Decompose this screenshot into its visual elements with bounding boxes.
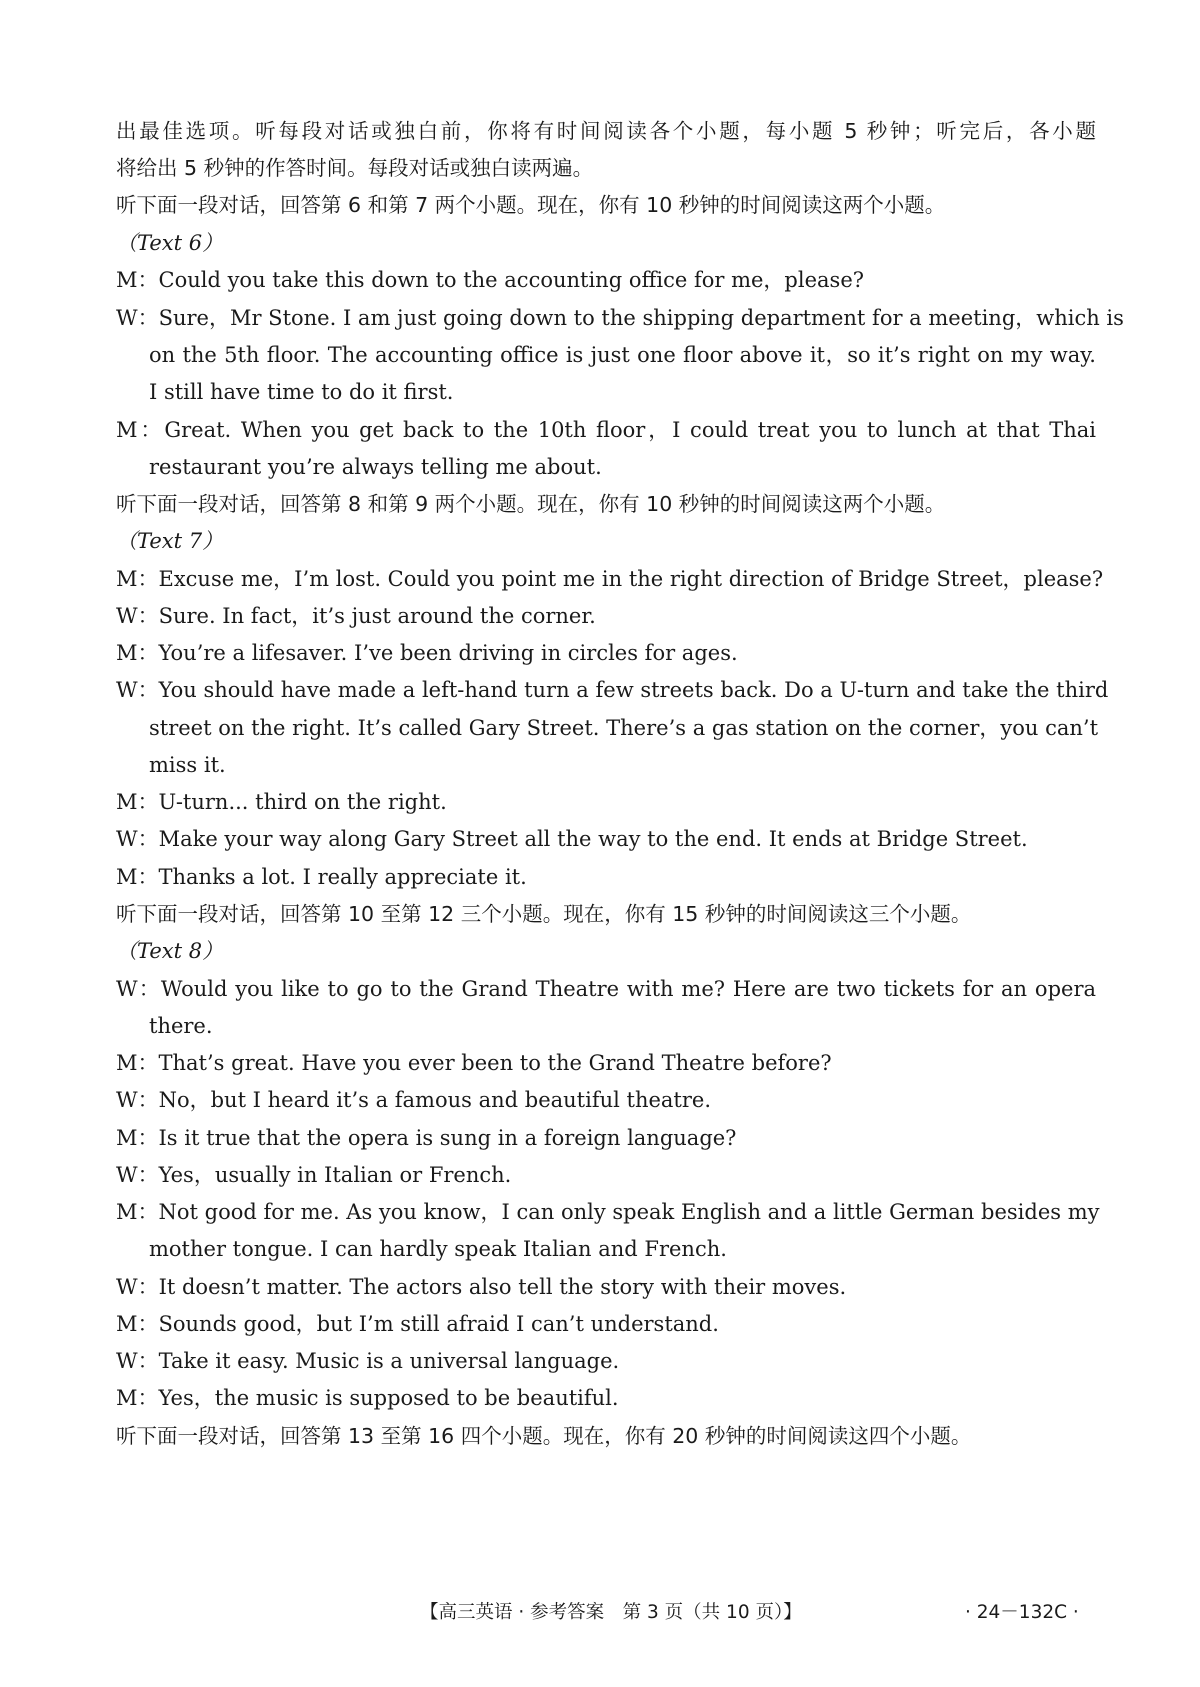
page-footer-label: 【高三英语 · 参考答案 第 3 页（共 10 页）】 — [420, 1602, 802, 1623]
instruction-line: 将给出 5 秒钟的作答时间。每段对话或独白读两遍。 — [116, 156, 594, 180]
dialogue-line: W：No，but I heard it’s a famous and beautiful theatre. — [116, 1088, 712, 1112]
page-footer-code: · 24－132C · — [965, 1602, 1079, 1623]
dialogue-line: W：Yes，usually in Italian or French. — [116, 1163, 512, 1187]
dialogue-line: restaurant you’re always telling me about. — [149, 455, 602, 479]
dialogue-line: there. — [149, 1014, 213, 1038]
dialogue-line: M：Not good for me. As you know，I can only speak English and a little German besides my — [116, 1200, 1100, 1224]
dialogue-line: M：U-turn... third on the right. — [116, 790, 447, 814]
dialogue-line: M：You’re a lifesaver. I’ve been driving in circles for ages. — [116, 641, 738, 665]
dialogue-line: mother tongue. I can hardly speak Italian and French. — [149, 1237, 727, 1261]
dialogue-line: M：Is it true that the opera is sung in a foreign language? — [116, 1126, 737, 1150]
instruction-line: 听下面一段对话，回答第 13 至第 16 四个小题。现在，你有 20 秒钟的时间阅读这四个小题。 — [116, 1424, 972, 1448]
dialogue-line: M：Could you take this down to the accounting office for me，please? — [116, 268, 865, 292]
dialogue-line: on the 5th floor. The accounting office is just one floor above it，so it’s right on my way. — [149, 343, 1096, 367]
dialogue-line: W：Make your way along Gary Street all the way to the end. It ends at Bridge Street. — [116, 827, 1028, 851]
dialogue-line: W：It doesn’t matter. The actors also tell the story with their moves. — [116, 1275, 847, 1299]
instruction-line: 出最佳选项。听每段对话或独白前，你将有时间阅读各个小题，每小题 5 秒钟；听完后，各小题 — [116, 119, 1096, 143]
instruction-line: 听下面一段对话，回答第 8 和第 9 两个小题。现在，你有 10 秒钟的时间阅读这两个小题。 — [116, 492, 946, 516]
dialogue-line: M：Yes，the music is supposed to be beautiful. — [116, 1386, 619, 1410]
dialogue-line: M：Excuse me，I’m lost. Could you point me in the right direction of Bridge Street，please? — [116, 567, 1104, 591]
dialogue-line: W：Sure，Mr Stone. I am just going down to the shipping department for a meeting，which is — [116, 306, 1124, 330]
dialogue-line: M：Sounds good，but I’m still afraid I can’t understand. — [116, 1312, 719, 1336]
dialogue-line: M：Thanks a lot. I really appreciate it. — [116, 865, 527, 889]
instruction-line: 听下面一段对话，回答第 10 至第 12 三个小题。现在，你有 15 秒钟的时间阅读这三个小题。 — [116, 902, 972, 926]
text-heading: （Text 8） — [116, 939, 224, 963]
text-heading: （Text 6） — [116, 231, 224, 255]
dialogue-line: street on the right. It’s called Gary Street. There’s a gas station on the corner，you can’t — [149, 716, 1099, 740]
dialogue-line: M：That’s great. Have you ever been to the Grand Theatre before? — [116, 1051, 832, 1075]
text-heading: （Text 7） — [116, 529, 224, 553]
dialogue-line: I still have time to do it first. — [149, 380, 454, 404]
dialogue-line: W：You should have made a left-hand turn a few streets back. Do a U-turn and take the third — [116, 678, 1109, 702]
instruction-line: 听下面一段对话，回答第 6 和第 7 两个小题。现在，你有 10 秒钟的时间阅读这两个小题。 — [116, 193, 946, 217]
dialogue-line: W：Sure. In fact，it’s just around the corner. — [116, 604, 596, 628]
dialogue-line: miss it. — [149, 753, 226, 777]
dialogue-line: W：Would you like to go to the Grand Theatre with me? Here are two tickets for an opera — [116, 977, 1096, 1001]
dialogue-line: M：Great. When you get back to the 10th floor，I could treat you to lunch at that Thai — [116, 418, 1096, 442]
dialogue-line: W：Take it easy. Music is a universal language. — [116, 1349, 620, 1373]
